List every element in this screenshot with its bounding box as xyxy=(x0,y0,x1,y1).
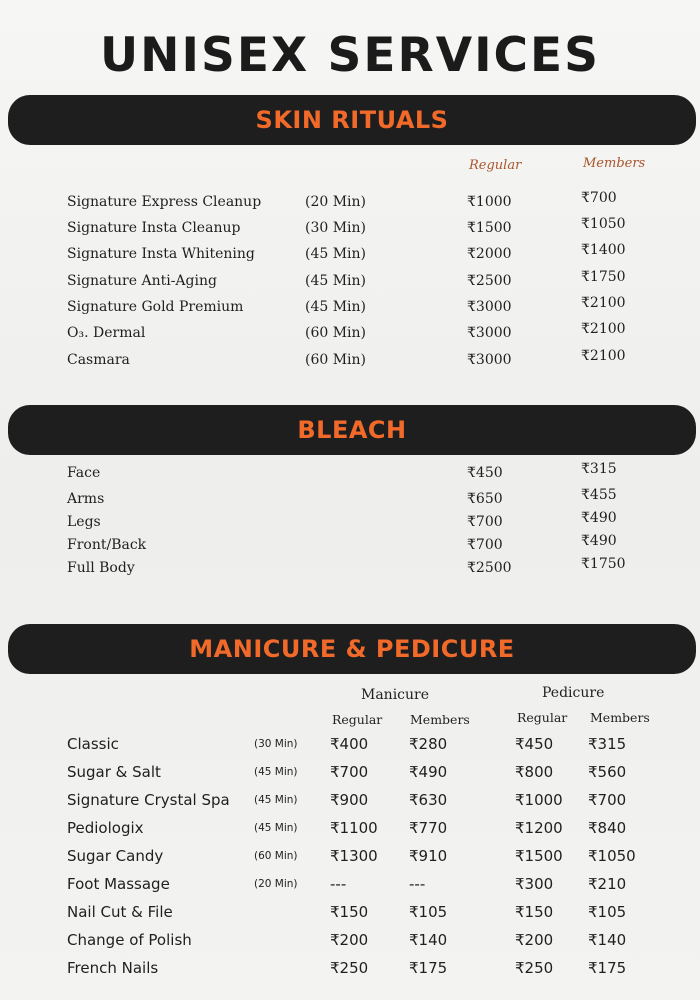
manicure-regular-header: Regular xyxy=(332,712,383,727)
members-price: ₹490 xyxy=(581,533,617,549)
regular-price: ₹1000 xyxy=(467,194,512,210)
list-item xyxy=(0,242,700,270)
service-duration: (30 Min) xyxy=(254,738,298,750)
skin-col-members: Members xyxy=(583,156,646,171)
manicure-members-price: ₹490 xyxy=(409,763,448,781)
table-row xyxy=(0,847,700,871)
pedicure-regular-price: ₹800 xyxy=(515,763,554,781)
service-duration: (20 Min) xyxy=(305,194,367,210)
manicure-regular-price: ₹400 xyxy=(330,735,369,753)
skin-rituals-banner xyxy=(8,95,696,145)
manicure-members-header: Members xyxy=(410,712,470,727)
regular-price: ₹700 xyxy=(467,514,503,530)
manicure-members-price: ₹280 xyxy=(409,735,448,753)
service-duration: (45 Min) xyxy=(254,822,298,834)
manicure-members-price: ₹910 xyxy=(409,847,448,865)
manicure-regular-price: ₹250 xyxy=(330,959,369,977)
pedicure-regular-price: ₹200 xyxy=(515,931,554,949)
pedicure-members-price: ₹210 xyxy=(588,875,627,893)
service-name: Full Body xyxy=(67,560,135,576)
pedicure-members-price: ₹700 xyxy=(588,791,627,809)
list-item xyxy=(0,190,700,218)
manicure-label: Manicure xyxy=(361,687,430,703)
manicure-members-price: ₹630 xyxy=(409,791,448,809)
service-duration: (30 Min) xyxy=(305,220,367,236)
manicure-regular-price: ₹150 xyxy=(330,903,369,921)
regular-price: ₹650 xyxy=(467,491,503,507)
pedicure-members-price: ₹315 xyxy=(588,735,627,753)
pedicure-regular-price: ₹300 xyxy=(515,875,554,893)
regular-price: ₹3000 xyxy=(467,352,512,368)
service-name: Nail Cut & File xyxy=(67,903,173,921)
service-name: Arms xyxy=(67,491,105,507)
regular-price: ₹3000 xyxy=(467,325,512,341)
service-name: Sugar Candy xyxy=(67,847,164,865)
manicure-regular-price: ₹700 xyxy=(330,763,369,781)
service-name: Signature Gold Premium xyxy=(67,299,244,315)
members-price: ₹2100 xyxy=(581,321,626,337)
service-name: Classic xyxy=(67,735,119,753)
table-row xyxy=(0,763,700,787)
skin-rituals-heading: SKIN RITUALS xyxy=(255,106,449,134)
service-name: Signature Anti-Aging xyxy=(67,273,217,289)
manicure-members-price: ₹175 xyxy=(409,959,448,977)
manicure-regular-price: ₹200 xyxy=(330,931,369,949)
table-row xyxy=(0,735,700,759)
pedicure-members-price: ₹140 xyxy=(588,931,627,949)
service-name: Face xyxy=(67,465,101,481)
members-price: ₹2100 xyxy=(581,295,626,311)
regular-price: ₹2000 xyxy=(467,246,512,262)
list-item xyxy=(0,556,700,584)
mani-pedi-heading: MANICURE & PEDICURE xyxy=(189,635,515,663)
bleach-heading: BLEACH xyxy=(297,416,407,444)
pedicure-label: Pedicure xyxy=(542,685,605,701)
pedicure-regular-price: ₹450 xyxy=(515,735,554,753)
service-duration: (45 Min) xyxy=(305,246,367,262)
regular-price: ₹2500 xyxy=(467,560,512,576)
manicure-regular-price: ₹900 xyxy=(330,791,369,809)
pedicure-regular-price: ₹150 xyxy=(515,903,554,921)
list-item xyxy=(0,295,700,323)
service-name: Sugar & Salt xyxy=(67,763,161,781)
manicure-members-price: --- xyxy=(409,875,426,893)
regular-price: ₹700 xyxy=(467,537,503,553)
service-duration: (60 Min) xyxy=(305,325,367,341)
list-item xyxy=(0,321,700,349)
list-item xyxy=(0,269,700,297)
regular-price: ₹1500 xyxy=(467,220,512,236)
members-price: ₹1400 xyxy=(581,242,626,258)
service-name: Foot Massage xyxy=(67,875,170,893)
members-price: ₹315 xyxy=(581,461,617,477)
table-row xyxy=(0,903,700,927)
members-price: ₹1750 xyxy=(581,556,626,572)
members-price: ₹455 xyxy=(581,487,617,503)
service-name: Change of Polish xyxy=(67,931,192,949)
service-duration: (45 Min) xyxy=(254,766,298,778)
service-name: O₃. Dermal xyxy=(67,325,146,341)
manicure-regular-price: ₹1100 xyxy=(330,819,378,837)
table-row xyxy=(0,931,700,955)
manicure-regular-price: --- xyxy=(330,875,347,893)
service-name: Casmara xyxy=(67,352,130,368)
members-price: ₹1050 xyxy=(581,216,626,232)
regular-price: ₹2500 xyxy=(467,273,512,289)
mani-pedi-banner xyxy=(8,624,696,674)
manicure-members-price: ₹770 xyxy=(409,819,448,837)
manicure-regular-price: ₹1300 xyxy=(330,847,378,865)
members-price: ₹2100 xyxy=(581,348,626,364)
pedicure-members-price: ₹1050 xyxy=(588,847,636,865)
pedicure-regular-price: ₹1000 xyxy=(515,791,563,809)
regular-price: ₹450 xyxy=(467,465,503,481)
members-price: ₹1750 xyxy=(581,269,626,285)
page-title: UNISEX SERVICES xyxy=(100,28,600,83)
bleach-banner xyxy=(8,405,696,455)
service-duration: (20 Min) xyxy=(254,878,298,890)
pedicure-members-header: Members xyxy=(590,710,650,725)
service-name: Signature Crystal Spa xyxy=(67,791,230,809)
service-name: Front/Back xyxy=(67,537,147,553)
members-price: ₹700 xyxy=(581,190,617,206)
service-duration: (60 Min) xyxy=(305,352,367,368)
manicure-members-price: ₹140 xyxy=(409,931,448,949)
pedicure-regular-price: ₹1200 xyxy=(515,819,563,837)
table-row xyxy=(0,959,700,983)
list-item xyxy=(0,216,700,244)
pedicure-regular-price: ₹250 xyxy=(515,959,554,977)
service-name: Signature Express Cleanup xyxy=(67,194,262,210)
table-row xyxy=(0,875,700,899)
service-duration: (45 Min) xyxy=(305,273,367,289)
pedicure-members-price: ₹105 xyxy=(588,903,627,921)
manicure-members-price: ₹105 xyxy=(409,903,448,921)
members-price: ₹490 xyxy=(581,510,617,526)
list-item xyxy=(0,348,700,376)
service-name: Signature Insta Cleanup xyxy=(67,220,241,236)
pedicure-regular-price: ₹1500 xyxy=(515,847,563,865)
pedicure-regular-header: Regular xyxy=(517,710,568,725)
pedicure-members-price: ₹840 xyxy=(588,819,627,837)
service-name: Pediologix xyxy=(67,819,144,837)
table-row xyxy=(0,819,700,843)
service-name: French Nails xyxy=(67,959,159,977)
pedicure-members-price: ₹175 xyxy=(588,959,627,977)
service-duration: (45 Min) xyxy=(254,794,298,806)
service-name: Legs xyxy=(67,514,101,530)
service-duration: (45 Min) xyxy=(305,299,367,315)
table-row xyxy=(0,791,700,815)
service-duration: (60 Min) xyxy=(254,850,298,862)
service-name: Signature Insta Whitening xyxy=(67,246,255,262)
skin-col-regular: Regular xyxy=(469,158,522,173)
list-item xyxy=(0,461,700,489)
regular-price: ₹3000 xyxy=(467,299,512,315)
pedicure-members-price: ₹560 xyxy=(588,763,627,781)
